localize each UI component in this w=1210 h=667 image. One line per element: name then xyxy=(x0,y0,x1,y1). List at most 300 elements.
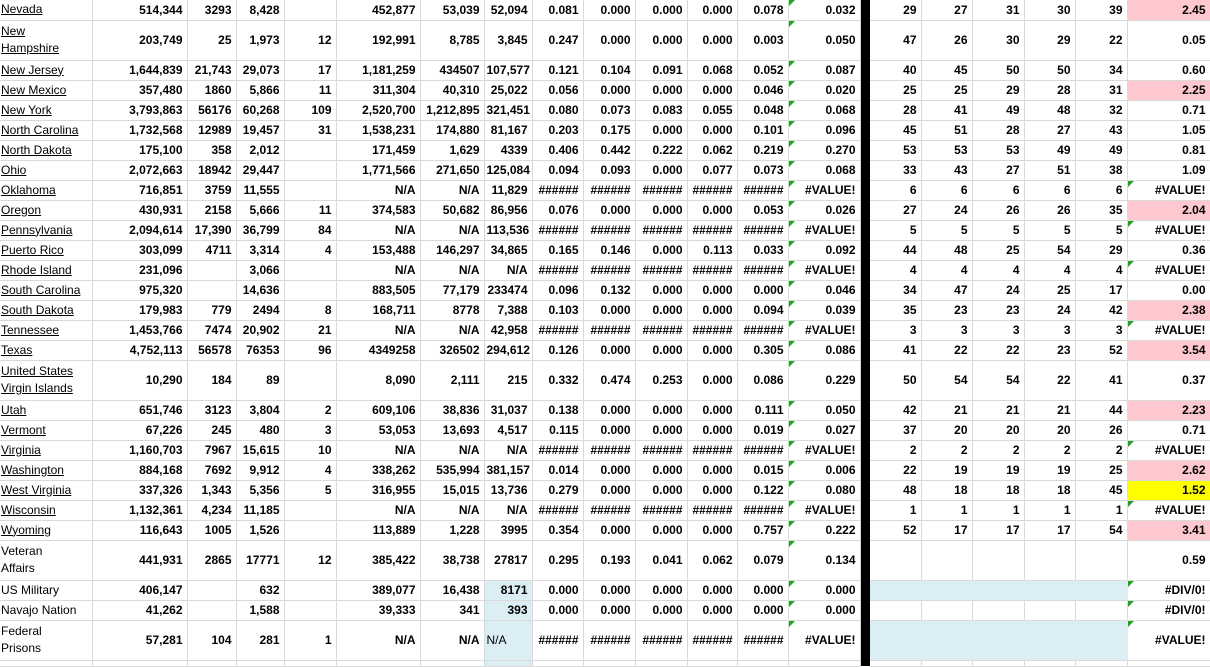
spreadsheet-cell[interactable] xyxy=(788,260,860,280)
spreadsheet-cell[interactable] xyxy=(870,400,921,420)
spreadsheet-cell[interactable] xyxy=(1075,420,1127,440)
cell-state[interactable] xyxy=(0,340,92,360)
spreadsheet-cell[interactable] xyxy=(187,500,236,520)
spreadsheet-cell[interactable] xyxy=(420,80,484,100)
spreadsheet-cell[interactable] xyxy=(92,540,187,580)
spreadsheet-cell[interactable] xyxy=(972,520,1024,540)
spreadsheet-cell[interactable] xyxy=(336,360,420,400)
spreadsheet-cell[interactable] xyxy=(484,400,532,420)
spreadsheet-cell[interactable] xyxy=(972,20,1024,60)
spreadsheet-cell[interactable] xyxy=(737,160,788,180)
spreadsheet-cell[interactable] xyxy=(687,440,737,460)
spreadsheet-cell[interactable] xyxy=(870,220,921,240)
spreadsheet-cell[interactable] xyxy=(336,500,420,520)
spreadsheet-cell[interactable] xyxy=(532,500,583,520)
spreadsheet-cell[interactable] xyxy=(1075,460,1127,480)
spreadsheet-cell[interactable] xyxy=(687,360,737,400)
spreadsheet-cell[interactable] xyxy=(336,120,420,140)
spreadsheet-cell[interactable] xyxy=(284,240,336,260)
spreadsheet-cell[interactable] xyxy=(1024,420,1075,440)
spreadsheet-cell[interactable] xyxy=(1024,360,1075,400)
spreadsheet-cell[interactable] xyxy=(583,340,635,360)
spreadsheet-cell[interactable] xyxy=(921,360,972,400)
spreadsheet-cell[interactable] xyxy=(921,600,972,620)
spreadsheet-cell[interactable] xyxy=(1127,260,1210,280)
spreadsheet-cell[interactable] xyxy=(1075,160,1127,180)
spreadsheet-cell[interactable] xyxy=(484,520,532,540)
spreadsheet-cell[interactable] xyxy=(1024,580,1075,600)
spreadsheet-cell[interactable] xyxy=(870,420,921,440)
spreadsheet-cell[interactable] xyxy=(635,320,687,340)
cell-state[interactable] xyxy=(0,280,92,300)
spreadsheet-cell[interactable] xyxy=(92,460,187,480)
spreadsheet-cell[interactable] xyxy=(1075,580,1127,600)
spreadsheet-cell[interactable] xyxy=(635,440,687,460)
spreadsheet-cell[interactable] xyxy=(972,320,1024,340)
spreadsheet-cell[interactable] xyxy=(1127,400,1210,420)
spreadsheet-cell[interactable] xyxy=(788,400,860,420)
spreadsheet-cell[interactable] xyxy=(532,520,583,540)
spreadsheet-cell[interactable] xyxy=(336,180,420,200)
spreadsheet-cell[interactable] xyxy=(532,260,583,280)
spreadsheet-cell[interactable] xyxy=(972,460,1024,480)
spreadsheet-cell[interactable] xyxy=(870,160,921,180)
spreadsheet-cell[interactable] xyxy=(737,20,788,60)
spreadsheet-cell[interactable] xyxy=(187,360,236,400)
spreadsheet-cell[interactable] xyxy=(687,500,737,520)
spreadsheet-cell[interactable] xyxy=(284,600,336,620)
spreadsheet-cell[interactable] xyxy=(236,460,284,480)
spreadsheet-cell[interactable] xyxy=(921,400,972,420)
spreadsheet-cell[interactable] xyxy=(583,320,635,340)
spreadsheet-cell[interactable] xyxy=(1075,540,1127,580)
spreadsheet-cell[interactable] xyxy=(484,140,532,160)
cell-state[interactable] xyxy=(0,440,92,460)
spreadsheet-cell[interactable] xyxy=(921,520,972,540)
spreadsheet-cell[interactable] xyxy=(870,520,921,540)
spreadsheet-cell[interactable] xyxy=(532,180,583,200)
spreadsheet-cell[interactable] xyxy=(187,180,236,200)
spreadsheet-cell[interactable] xyxy=(187,320,236,340)
spreadsheet-cell[interactable] xyxy=(420,500,484,520)
spreadsheet-cell[interactable] xyxy=(870,60,921,80)
spreadsheet-cell[interactable] xyxy=(737,0,788,20)
spreadsheet-cell[interactable] xyxy=(921,280,972,300)
spreadsheet-cell[interactable] xyxy=(484,480,532,500)
spreadsheet-cell[interactable] xyxy=(92,420,187,440)
spreadsheet-cell[interactable] xyxy=(336,420,420,440)
spreadsheet-cell[interactable] xyxy=(921,100,972,120)
spreadsheet-cell[interactable] xyxy=(532,60,583,80)
spreadsheet-cell[interactable] xyxy=(92,660,187,666)
spreadsheet-cell[interactable] xyxy=(870,620,921,660)
spreadsheet-cell[interactable] xyxy=(236,20,284,60)
spreadsheet-cell[interactable] xyxy=(187,60,236,80)
spreadsheet-cell[interactable] xyxy=(788,420,860,440)
spreadsheet-cell[interactable] xyxy=(921,140,972,160)
spreadsheet-cell[interactable] xyxy=(737,220,788,240)
spreadsheet-cell[interactable] xyxy=(788,600,860,620)
spreadsheet-cell[interactable] xyxy=(484,60,532,80)
spreadsheet-cell[interactable] xyxy=(1127,240,1210,260)
spreadsheet-cell[interactable] xyxy=(635,80,687,100)
spreadsheet-cell[interactable] xyxy=(972,580,1024,600)
spreadsheet-cell[interactable] xyxy=(972,180,1024,200)
spreadsheet-cell[interactable] xyxy=(420,140,484,160)
spreadsheet-cell[interactable] xyxy=(583,280,635,300)
spreadsheet-cell[interactable] xyxy=(1024,60,1075,80)
spreadsheet-cell[interactable] xyxy=(1075,260,1127,280)
spreadsheet-cell[interactable] xyxy=(583,660,635,666)
spreadsheet-cell[interactable] xyxy=(788,300,860,320)
spreadsheet-cell[interactable] xyxy=(737,540,788,580)
spreadsheet-cell[interactable] xyxy=(635,140,687,160)
spreadsheet-cell[interactable] xyxy=(1127,20,1210,60)
spreadsheet-cell[interactable] xyxy=(532,540,583,580)
spreadsheet-cell[interactable] xyxy=(1127,300,1210,320)
spreadsheet-cell[interactable] xyxy=(921,0,972,20)
spreadsheet-cell[interactable] xyxy=(972,480,1024,500)
spreadsheet-cell[interactable] xyxy=(1024,340,1075,360)
spreadsheet-cell[interactable] xyxy=(870,180,921,200)
spreadsheet-cell[interactable] xyxy=(921,200,972,220)
spreadsheet-cell[interactable] xyxy=(187,440,236,460)
spreadsheet-cell[interactable] xyxy=(737,340,788,360)
spreadsheet-cell[interactable] xyxy=(921,160,972,180)
spreadsheet-cell[interactable] xyxy=(92,160,187,180)
spreadsheet-cell[interactable] xyxy=(737,500,788,520)
spreadsheet-cell[interactable] xyxy=(236,200,284,220)
spreadsheet-cell[interactable] xyxy=(687,0,737,20)
spreadsheet-cell[interactable] xyxy=(788,140,860,160)
spreadsheet-cell[interactable] xyxy=(284,520,336,540)
spreadsheet-cell[interactable] xyxy=(921,260,972,280)
spreadsheet-cell[interactable] xyxy=(737,180,788,200)
spreadsheet-cell[interactable] xyxy=(484,440,532,460)
spreadsheet-cell[interactable] xyxy=(788,240,860,260)
spreadsheet-cell[interactable] xyxy=(1127,100,1210,120)
spreadsheet-cell[interactable] xyxy=(583,140,635,160)
cell-state[interactable] xyxy=(0,420,92,440)
cell-state[interactable] xyxy=(0,80,92,100)
spreadsheet-cell[interactable] xyxy=(788,660,860,666)
spreadsheet-cell[interactable] xyxy=(92,600,187,620)
spreadsheet-cell[interactable] xyxy=(687,100,737,120)
spreadsheet-cell[interactable] xyxy=(635,580,687,600)
spreadsheet-cell[interactable] xyxy=(92,580,187,600)
cell-state[interactable] xyxy=(0,660,92,666)
spreadsheet-cell[interactable] xyxy=(284,580,336,600)
spreadsheet-cell[interactable] xyxy=(1127,320,1210,340)
spreadsheet-cell[interactable] xyxy=(687,400,737,420)
spreadsheet-cell[interactable] xyxy=(532,480,583,500)
spreadsheet-cell[interactable] xyxy=(788,0,860,20)
spreadsheet-cell[interactable] xyxy=(1024,540,1075,580)
spreadsheet-cell[interactable] xyxy=(737,80,788,100)
cell-state[interactable] xyxy=(0,160,92,180)
spreadsheet-cell[interactable] xyxy=(870,360,921,400)
spreadsheet-cell[interactable] xyxy=(972,280,1024,300)
spreadsheet-cell[interactable] xyxy=(1075,480,1127,500)
spreadsheet-cell[interactable] xyxy=(788,280,860,300)
spreadsheet-cell[interactable] xyxy=(921,60,972,80)
cell-state[interactable] xyxy=(0,620,92,660)
spreadsheet-cell[interactable] xyxy=(236,0,284,20)
spreadsheet-cell[interactable] xyxy=(532,20,583,60)
spreadsheet-cell[interactable] xyxy=(1024,200,1075,220)
spreadsheet-cell[interactable] xyxy=(420,300,484,320)
spreadsheet-cell[interactable] xyxy=(1075,240,1127,260)
spreadsheet-cell[interactable] xyxy=(583,360,635,400)
spreadsheet-cell[interactable] xyxy=(532,160,583,180)
spreadsheet-cell[interactable] xyxy=(870,280,921,300)
spreadsheet-cell[interactable] xyxy=(187,600,236,620)
spreadsheet-cell[interactable] xyxy=(1075,400,1127,420)
spreadsheet-cell[interactable] xyxy=(583,0,635,20)
cell-state[interactable] xyxy=(0,0,92,20)
spreadsheet-cell[interactable] xyxy=(583,80,635,100)
spreadsheet-cell[interactable] xyxy=(1075,440,1127,460)
spreadsheet-cell[interactable] xyxy=(870,500,921,520)
spreadsheet-cell[interactable] xyxy=(972,420,1024,440)
spreadsheet-cell[interactable] xyxy=(1127,140,1210,160)
spreadsheet-cell[interactable] xyxy=(284,320,336,340)
spreadsheet-cell[interactable] xyxy=(420,420,484,440)
spreadsheet-cell[interactable] xyxy=(336,140,420,160)
spreadsheet-cell[interactable] xyxy=(921,220,972,240)
spreadsheet-cell[interactable] xyxy=(284,660,336,666)
spreadsheet-cell[interactable] xyxy=(284,20,336,60)
spreadsheet-cell[interactable] xyxy=(92,300,187,320)
spreadsheet-cell[interactable] xyxy=(687,200,737,220)
spreadsheet-cell[interactable] xyxy=(921,500,972,520)
spreadsheet-cell[interactable] xyxy=(532,320,583,340)
cell-state[interactable] xyxy=(0,180,92,200)
spreadsheet-cell[interactable] xyxy=(532,200,583,220)
spreadsheet-cell[interactable] xyxy=(484,160,532,180)
spreadsheet-cell[interactable] xyxy=(187,20,236,60)
spreadsheet-cell[interactable] xyxy=(1127,520,1210,540)
spreadsheet-cell[interactable] xyxy=(583,520,635,540)
spreadsheet-cell[interactable] xyxy=(92,500,187,520)
spreadsheet-cell[interactable] xyxy=(1075,80,1127,100)
spreadsheet-cell[interactable] xyxy=(687,540,737,580)
spreadsheet-cell[interactable] xyxy=(284,340,336,360)
spreadsheet-cell[interactable] xyxy=(687,120,737,140)
spreadsheet-cell[interactable] xyxy=(687,140,737,160)
spreadsheet-cell[interactable] xyxy=(583,460,635,480)
spreadsheet-cell[interactable] xyxy=(1075,120,1127,140)
spreadsheet-cell[interactable] xyxy=(635,240,687,260)
spreadsheet-cell[interactable] xyxy=(336,260,420,280)
spreadsheet-cell[interactable] xyxy=(187,620,236,660)
spreadsheet-cell[interactable] xyxy=(788,520,860,540)
spreadsheet-cell[interactable] xyxy=(788,580,860,600)
spreadsheet-cell[interactable] xyxy=(1075,300,1127,320)
spreadsheet-cell[interactable] xyxy=(788,500,860,520)
spreadsheet-cell[interactable] xyxy=(921,420,972,440)
spreadsheet-cell[interactable] xyxy=(336,520,420,540)
spreadsheet-cell[interactable] xyxy=(635,360,687,400)
spreadsheet-cell[interactable] xyxy=(635,60,687,80)
spreadsheet-cell[interactable] xyxy=(870,580,921,600)
spreadsheet-cell[interactable] xyxy=(420,240,484,260)
spreadsheet-cell[interactable] xyxy=(92,400,187,420)
spreadsheet-cell[interactable] xyxy=(284,400,336,420)
spreadsheet-cell[interactable] xyxy=(788,320,860,340)
spreadsheet-cell[interactable] xyxy=(921,300,972,320)
spreadsheet-cell[interactable] xyxy=(921,580,972,600)
spreadsheet-cell[interactable] xyxy=(484,220,532,240)
spreadsheet-cell[interactable] xyxy=(336,60,420,80)
spreadsheet-cell[interactable] xyxy=(1075,20,1127,60)
spreadsheet-cell[interactable] xyxy=(737,440,788,460)
spreadsheet-cell[interactable] xyxy=(336,600,420,620)
cell-state[interactable] xyxy=(0,140,92,160)
spreadsheet-cell[interactable] xyxy=(921,120,972,140)
spreadsheet-cell[interactable] xyxy=(737,320,788,340)
spreadsheet-cell[interactable] xyxy=(635,400,687,420)
spreadsheet-cell[interactable] xyxy=(972,220,1024,240)
spreadsheet-cell[interactable] xyxy=(532,0,583,20)
spreadsheet-cell[interactable] xyxy=(420,540,484,580)
spreadsheet-cell[interactable] xyxy=(737,480,788,500)
spreadsheet-cell[interactable] xyxy=(484,540,532,580)
spreadsheet-cell[interactable] xyxy=(635,520,687,540)
spreadsheet-cell[interactable] xyxy=(336,100,420,120)
spreadsheet-cell[interactable] xyxy=(92,60,187,80)
spreadsheet-cell[interactable] xyxy=(870,300,921,320)
spreadsheet-cell[interactable] xyxy=(583,160,635,180)
spreadsheet-cell[interactable] xyxy=(1127,200,1210,220)
spreadsheet-cell[interactable] xyxy=(921,620,972,660)
spreadsheet-cell[interactable] xyxy=(870,320,921,340)
spreadsheet-cell[interactable] xyxy=(1075,520,1127,540)
spreadsheet-cell[interactable] xyxy=(532,600,583,620)
cell-state[interactable] xyxy=(0,240,92,260)
spreadsheet-cell[interactable] xyxy=(1024,140,1075,160)
spreadsheet-cell[interactable] xyxy=(737,260,788,280)
spreadsheet-cell[interactable] xyxy=(532,240,583,260)
spreadsheet-cell[interactable] xyxy=(687,180,737,200)
spreadsheet-cell[interactable] xyxy=(635,100,687,120)
spreadsheet-cell[interactable] xyxy=(737,360,788,400)
spreadsheet-cell[interactable] xyxy=(484,660,532,666)
spreadsheet-cell[interactable] xyxy=(1075,200,1127,220)
spreadsheet-cell[interactable] xyxy=(92,620,187,660)
spreadsheet-cell[interactable] xyxy=(236,80,284,100)
spreadsheet-cell[interactable] xyxy=(788,220,860,240)
spreadsheet-cell[interactable] xyxy=(737,580,788,600)
spreadsheet-cell[interactable] xyxy=(484,340,532,360)
spreadsheet-cell[interactable] xyxy=(187,340,236,360)
spreadsheet-cell[interactable] xyxy=(187,0,236,20)
spreadsheet-cell[interactable] xyxy=(532,660,583,666)
spreadsheet-cell[interactable] xyxy=(1075,100,1127,120)
spreadsheet-cell[interactable] xyxy=(737,60,788,80)
spreadsheet-cell[interactable] xyxy=(788,100,860,120)
spreadsheet-cell[interactable] xyxy=(336,300,420,320)
spreadsheet-cell[interactable] xyxy=(583,220,635,240)
spreadsheet-cell[interactable] xyxy=(420,260,484,280)
spreadsheet-cell[interactable] xyxy=(420,160,484,180)
spreadsheet-cell[interactable] xyxy=(687,600,737,620)
spreadsheet-cell[interactable] xyxy=(737,620,788,660)
cell-state[interactable] xyxy=(0,400,92,420)
spreadsheet-cell[interactable] xyxy=(284,220,336,240)
spreadsheet-cell[interactable] xyxy=(336,200,420,220)
spreadsheet-cell[interactable] xyxy=(635,20,687,60)
spreadsheet-cell[interactable] xyxy=(1075,280,1127,300)
spreadsheet-cell[interactable] xyxy=(236,540,284,580)
spreadsheet-cell[interactable] xyxy=(532,620,583,660)
spreadsheet-cell[interactable] xyxy=(336,660,420,666)
cell-state[interactable] xyxy=(0,600,92,620)
spreadsheet-cell[interactable] xyxy=(1127,360,1210,400)
spreadsheet-cell[interactable] xyxy=(236,120,284,140)
spreadsheet-cell[interactable] xyxy=(484,360,532,400)
cell-state[interactable] xyxy=(0,300,92,320)
spreadsheet-cell[interactable] xyxy=(284,500,336,520)
spreadsheet-cell[interactable] xyxy=(236,160,284,180)
spreadsheet-cell[interactable] xyxy=(870,80,921,100)
spreadsheet-cell[interactable] xyxy=(635,160,687,180)
spreadsheet-cell[interactable] xyxy=(1024,440,1075,460)
spreadsheet-cell[interactable] xyxy=(336,580,420,600)
spreadsheet-cell[interactable] xyxy=(1075,140,1127,160)
spreadsheet-cell[interactable] xyxy=(972,260,1024,280)
spreadsheet-cell[interactable] xyxy=(788,540,860,580)
spreadsheet-cell[interactable] xyxy=(635,600,687,620)
spreadsheet-cell[interactable] xyxy=(737,140,788,160)
spreadsheet-cell[interactable] xyxy=(737,460,788,480)
spreadsheet-cell[interactable] xyxy=(420,360,484,400)
spreadsheet-cell[interactable] xyxy=(1075,320,1127,340)
spreadsheet-cell[interactable] xyxy=(1075,180,1127,200)
spreadsheet-cell[interactable] xyxy=(420,660,484,666)
spreadsheet-cell[interactable] xyxy=(687,460,737,480)
spreadsheet-cell[interactable] xyxy=(236,660,284,666)
spreadsheet-cell[interactable] xyxy=(1024,660,1075,666)
spreadsheet-cell[interactable] xyxy=(284,360,336,400)
spreadsheet-cell[interactable] xyxy=(972,540,1024,580)
spreadsheet-cell[interactable] xyxy=(236,220,284,240)
spreadsheet-cell[interactable] xyxy=(972,120,1024,140)
spreadsheet-cell[interactable] xyxy=(583,420,635,440)
spreadsheet-cell[interactable] xyxy=(187,100,236,120)
spreadsheet-cell[interactable] xyxy=(687,260,737,280)
spreadsheet-cell[interactable] xyxy=(1075,360,1127,400)
spreadsheet-cell[interactable] xyxy=(92,360,187,400)
spreadsheet-cell[interactable] xyxy=(336,400,420,420)
spreadsheet-cell[interactable] xyxy=(284,100,336,120)
spreadsheet-cell[interactable] xyxy=(1127,480,1210,500)
spreadsheet-cell[interactable] xyxy=(972,440,1024,460)
spreadsheet-cell[interactable] xyxy=(484,180,532,200)
spreadsheet-cell[interactable] xyxy=(484,500,532,520)
spreadsheet-cell[interactable] xyxy=(635,540,687,580)
cell-state[interactable] xyxy=(0,460,92,480)
spreadsheet-cell[interactable] xyxy=(484,280,532,300)
spreadsheet-cell[interactable] xyxy=(583,400,635,420)
spreadsheet-cell[interactable] xyxy=(236,620,284,660)
spreadsheet-cell[interactable] xyxy=(870,200,921,220)
spreadsheet-cell[interactable] xyxy=(532,360,583,400)
spreadsheet-cell[interactable] xyxy=(336,160,420,180)
spreadsheet-cell[interactable] xyxy=(284,280,336,300)
spreadsheet-cell[interactable] xyxy=(1024,220,1075,240)
spreadsheet-cell[interactable] xyxy=(788,620,860,660)
